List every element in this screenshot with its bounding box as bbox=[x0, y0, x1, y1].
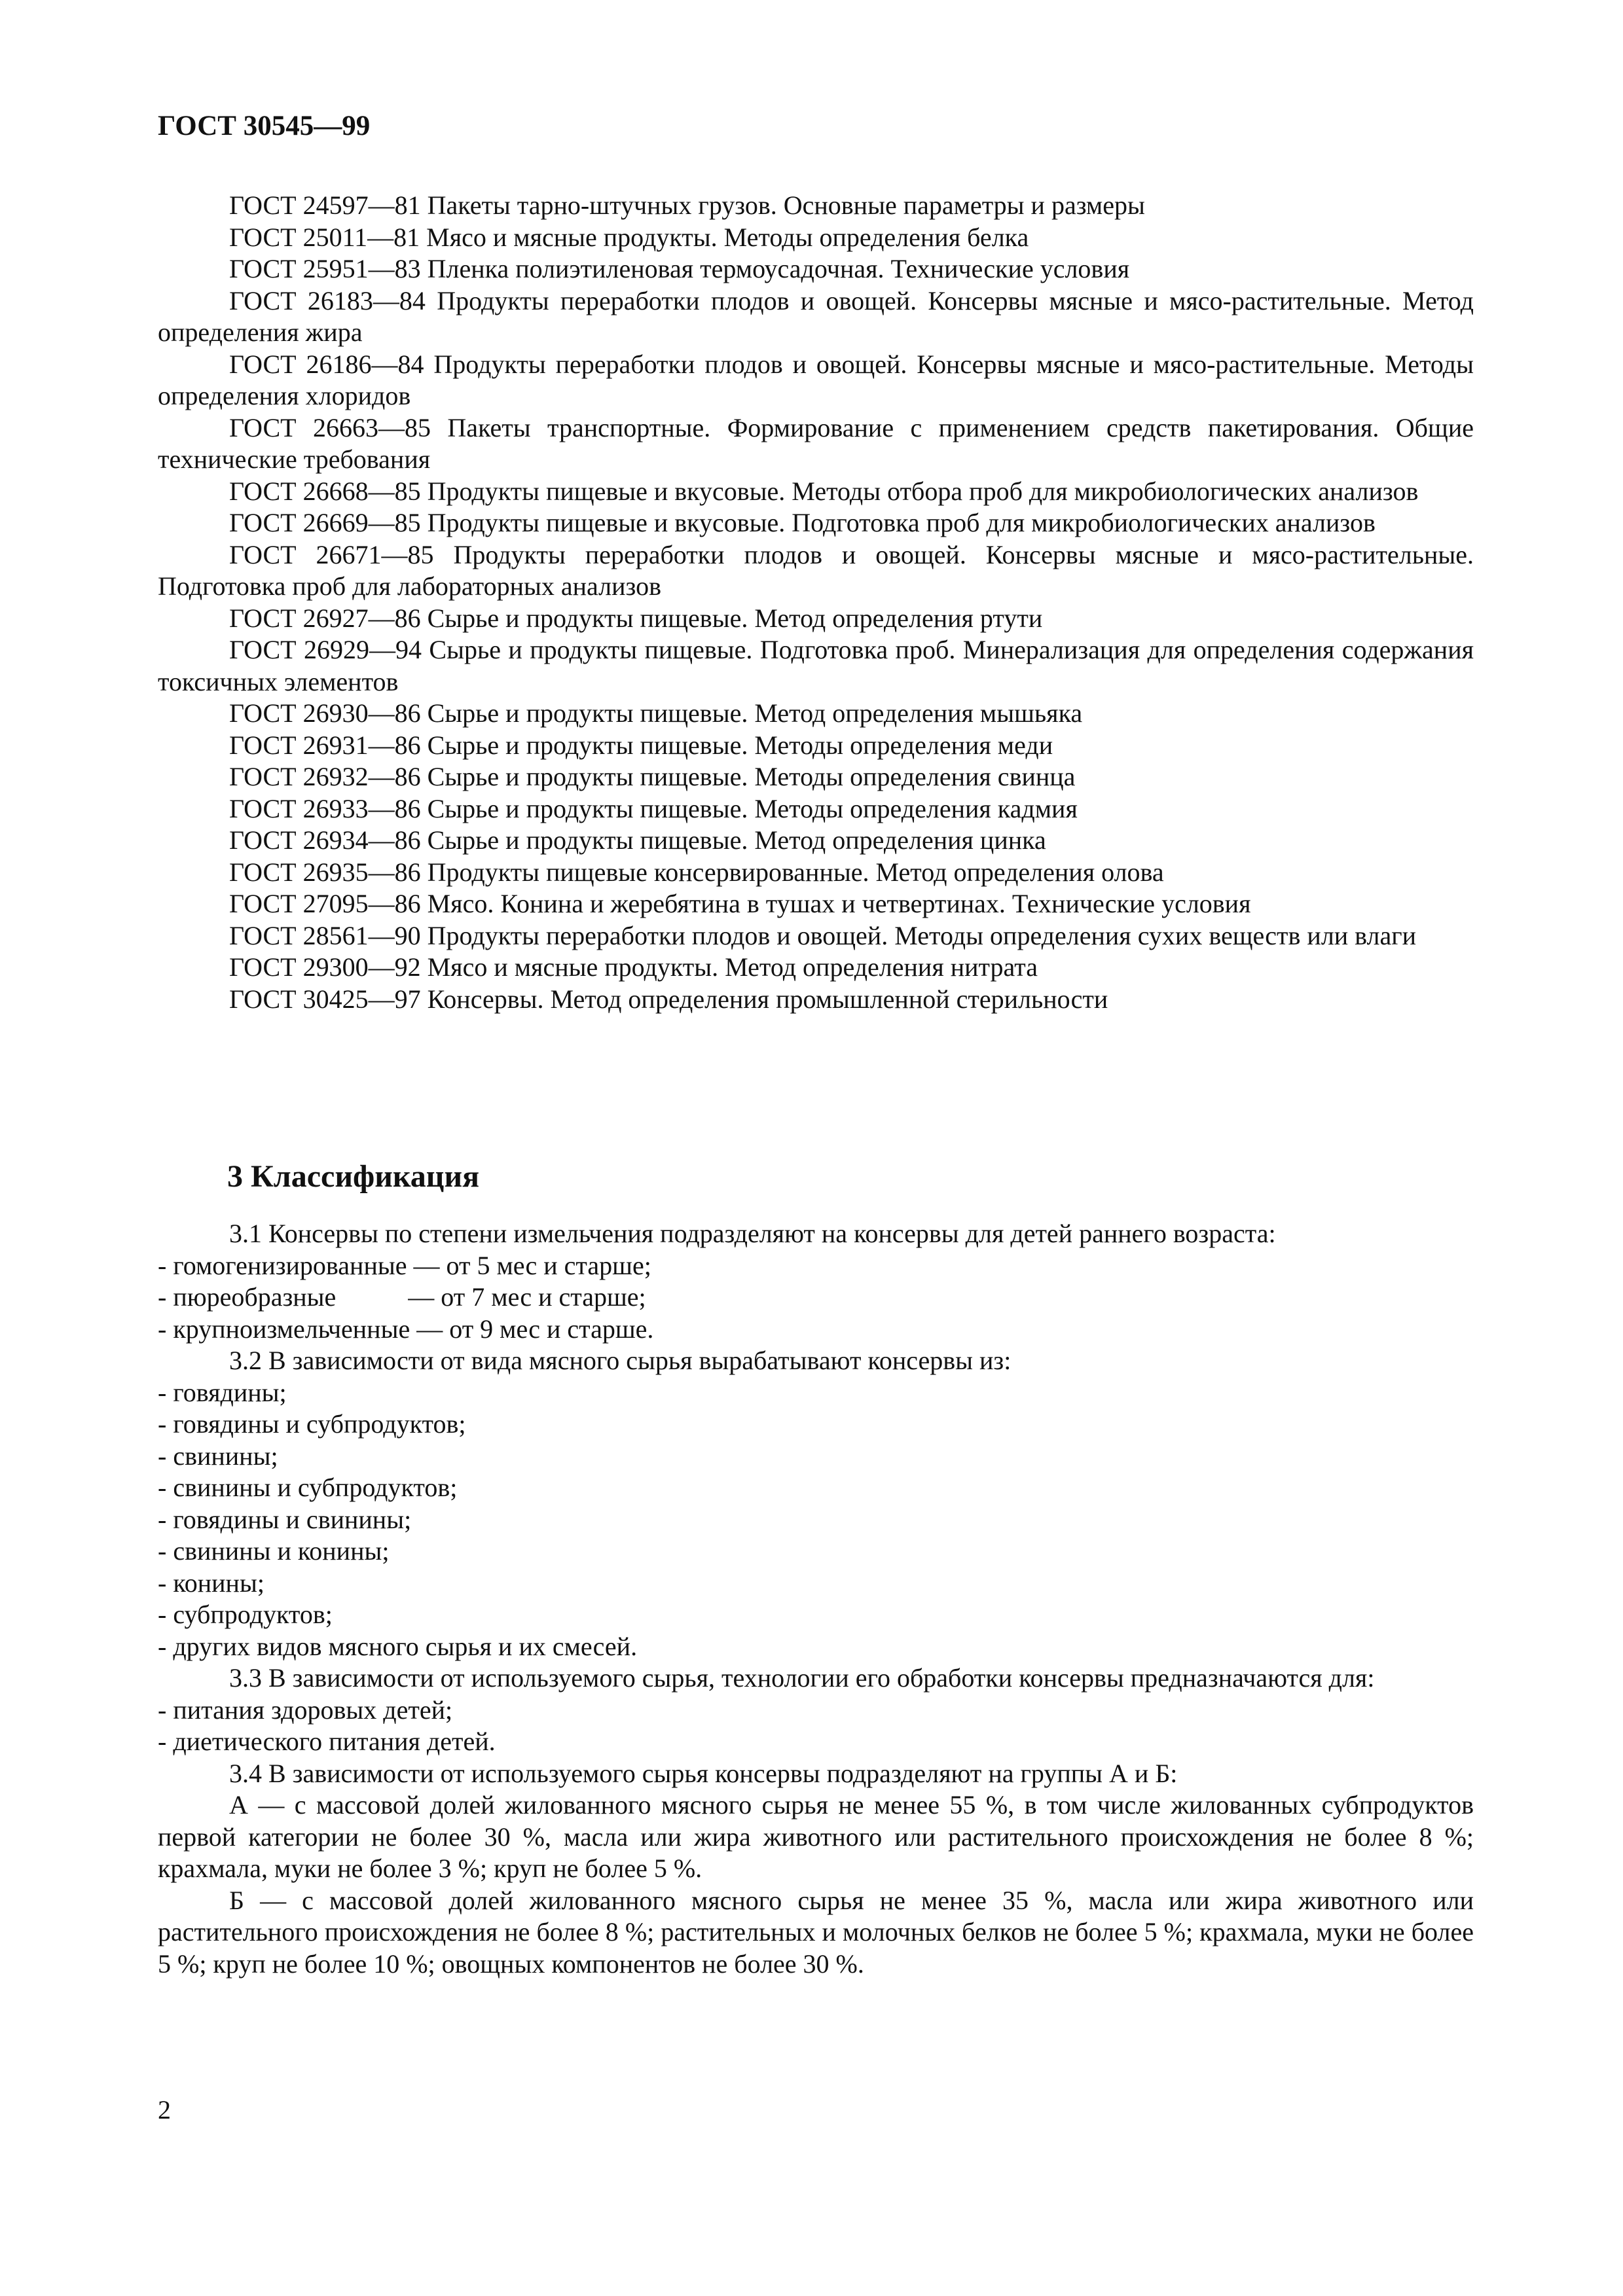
reference-item: ГОСТ 26929—94 Сырье и продукты пищевые. Подготовка проб. Минерализация для определения содержания токсичных элементов bbox=[158, 635, 1474, 696]
list-item: - субпродуктов; bbox=[158, 1600, 333, 1629]
reference-item: ГОСТ 26669—85 Продукты пищевые и вкусовые. Подготовка проб для микробиологических анализов bbox=[229, 508, 1376, 537]
reference-item: ГОСТ 26663—85 Пакеты транспортные. Формирование с применением средств пакетирования. Общие технические требования bbox=[158, 412, 1474, 474]
reference-item: ГОСТ 26927—86 Сырье и продукты пищевые. Метод определения ртути bbox=[229, 603, 1043, 633]
list-item: - говядины и субпродуктов; bbox=[158, 1409, 466, 1439]
reference-item: ГОСТ 26933—86 Сырье и продукты пищевые. Методы определения кадмия bbox=[229, 793, 1078, 823]
page-number: 2 bbox=[158, 2095, 171, 2125]
section-heading: 3 Классификация bbox=[227, 1159, 480, 1194]
reference-item: ГОСТ 26932—86 Сырье и продукты пищевые. Методы определения свинца bbox=[229, 762, 1076, 791]
list-item: - говядины и свинины; bbox=[158, 1504, 412, 1534]
reference-item: ГОСТ 26668—85 Продукты пищевые и вкусовые. Методы отбора проб для микробиологических анализов bbox=[229, 476, 1419, 506]
group-b-definition: Б — с массовой долей жилованного мясного сырья не менее 35 %, масла или жира животного или растительного происхождения не более 8 %; растительных и молочных белков не более 5 %; крахмала, муки не более 5 %; круп не более 10 %; овощных компонентов не более 30 %. bbox=[158, 1885, 1474, 1979]
list-item: - свинины и конины; bbox=[158, 1536, 390, 1566]
list-item: - свинины; bbox=[158, 1441, 278, 1471]
list-item: - говядины; bbox=[158, 1377, 287, 1407]
reference-item: ГОСТ 27095—86 Мясо. Конина и жеребятина в тушах и четвертинах. Технические условия bbox=[229, 889, 1251, 918]
reference-item: ГОСТ 25951—83 Пленка полиэтиленовая термоусадочная. Технические условия bbox=[229, 254, 1130, 283]
reference-item: ГОСТ 26935—86 Продукты пищевые консервированные. Метод определения олова bbox=[229, 857, 1164, 887]
clause-3-1: 3.1 Консервы по степени измельчения подразделяют на консервы для детей раннего возраста: bbox=[229, 1219, 1276, 1248]
reference-item: ГОСТ 25011—81 Мясо и мясные продукты. Методы определения белка bbox=[229, 222, 1029, 252]
clause-3-4: 3.4 В зависимости от используемого сырья консервы подразделяют на группы А и Б: bbox=[229, 1758, 1178, 1788]
reference-item: ГОСТ 26934—86 Сырье и продукты пищевые. Метод определения цинка bbox=[229, 825, 1046, 855]
clause-3-2: 3.2 В зависимости от вида мясного сырья вырабатывают консервы из: bbox=[229, 1346, 1012, 1375]
document-id-header: ГОСТ 30545—99 bbox=[158, 111, 371, 141]
list-item: - гомогенизированные — от 5 мес и старше; bbox=[158, 1250, 651, 1280]
list-item: - диетического питания детей. bbox=[158, 1727, 496, 1756]
list-item: - пюреобразные — от 7 мес и старше; bbox=[158, 1282, 646, 1312]
list-item: - свинины и субпродуктов; bbox=[158, 1473, 458, 1502]
reference-item: ГОСТ 26930—86 Сырье и продукты пищевые. Метод определения мышьяка bbox=[229, 698, 1083, 728]
reference-item: ГОСТ 26183—84 Продукты переработки плодов и овощей. Консервы мясные и мясо-растительные. Метод определения жира bbox=[158, 285, 1474, 347]
reference-item: ГОСТ 28561—90 Продукты переработки плодов и овощей. Методы определения сухих веществ или влаги bbox=[229, 920, 1417, 950]
reference-item: ГОСТ 26931—86 Сырье и продукты пищевые. Методы определения меди bbox=[229, 730, 1053, 760]
clause-3-3: 3.3 В зависимости от используемого сырья, технологии его обработки консервы предназначаются для: bbox=[229, 1663, 1375, 1693]
list-item: - крупноизмельченные — от 9 мес и старше. bbox=[158, 1314, 654, 1344]
normative-references-list bbox=[158, 190, 1474, 1015]
classification-section-body bbox=[158, 1218, 1474, 1980]
reference-item: ГОСТ 30425—97 Консервы. Метод определения промышленной стерильности bbox=[229, 984, 1108, 1014]
reference-item: ГОСТ 24597—81 Пакеты тарно-штучных грузов. Основные параметры и размеры bbox=[229, 190, 1145, 220]
list-item: - конины; bbox=[158, 1568, 264, 1598]
reference-item: ГОСТ 29300—92 Мясо и мясные продукты. Метод определения нитрата bbox=[229, 952, 1038, 982]
list-item: - других видов мясного сырья и их смесей. bbox=[158, 1631, 638, 1661]
group-a-definition: А — с массовой долей жилованного мясного сырья не менее 55 %, в том числе жилованных субпродуктов первой категории не более 30 %, масла или жира животного или растительного происхождения не более 8 %; крахмала, муки не более 3 %; круп не более 5 %. bbox=[158, 1790, 1474, 1883]
reference-item: ГОСТ 26671—85 Продукты переработки плодов и овощей. Консервы мясные и мясо-растительные. Подготовка проб для лабораторных анализов bbox=[158, 539, 1474, 601]
list-item: - питания здоровых детей; bbox=[158, 1695, 453, 1725]
reference-item: ГОСТ 26186—84 Продукты переработки плодов и овощей. Консервы мясные и мясо-растительные. Методы определения хлоридов bbox=[158, 349, 1474, 410]
